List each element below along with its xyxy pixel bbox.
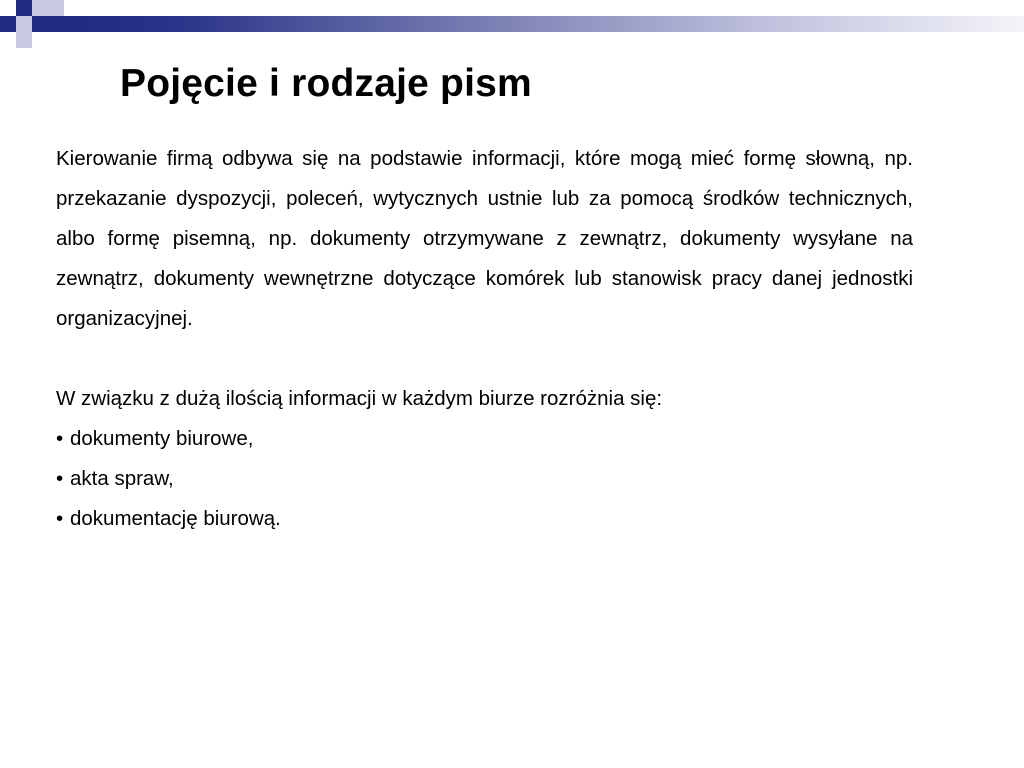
header-gradient-graphic: [0, 0, 1024, 48]
slide-title: Pojęcie i rodzaje pism: [120, 62, 532, 105]
list-item: [56, 499, 913, 539]
bullet-icon: •: [56, 507, 64, 530]
list-item-text: dokumentację biurową.: [70, 507, 281, 530]
bullet-list: [56, 419, 913, 539]
bullet-icon: •: [56, 467, 64, 490]
list-item: [56, 459, 913, 499]
main-paragraph: Kierowanie firmą odbywa się na podstawie informacji, które mogą mieć formę słowną, np. przekazanie dyspozycji, poleceń, wytycznych ustnie lub za pomocą środków technicznych, albo formę pisemną, np. dokumenty otrzymywane z zewnątrz, dokumenty wysyłane na zewnątrz, dokumenty wewnętrzne dotyczące komórek lub stanowisk pracy danej jednostki organizacyjnej.: [56, 147, 913, 330]
bullet-icon: •: [56, 427, 64, 450]
list-item-text: dokumenty biurowe,: [70, 427, 254, 450]
header-decoration: [0, 0, 1024, 48]
list-item-text: akta spraw,: [70, 467, 174, 490]
paragraph-spacer: [56, 339, 913, 379]
list-item: [56, 419, 913, 459]
slide-body: [56, 139, 913, 539]
list-intro: W związku z dużą ilością informacji w każdym biurze rozróżnia się:: [56, 387, 663, 410]
